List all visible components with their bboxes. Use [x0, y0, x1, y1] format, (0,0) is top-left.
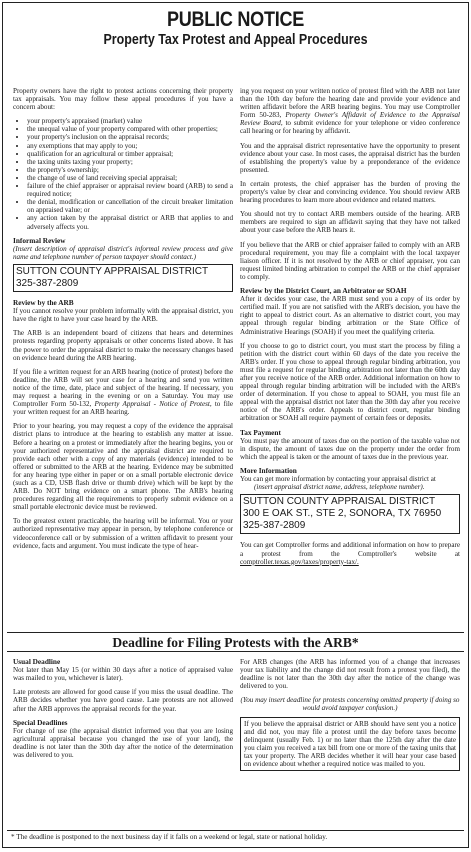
concern-list [13, 117, 233, 230]
paragraph: If you file a written request for an ARB hearing (notice of protest) before the deadline, the ARB will set your case for a hearing and send you written notice of the time, date, place and subject of the hearing. If necessary, you may request a hearing in the evening or on a Saturday. You may use Comptroller Form 50-132, Property Appraisal - Notice of Protest, to file your written request for an ARB hearing. [13, 367, 233, 417]
deadline-right-column [240, 654, 460, 826]
footnote: * The deadline is postponed to the next business day if it falls on a weekend or legal, state or national holiday. [11, 833, 328, 841]
list-item: • any exemptions that may apply to you; [27, 142, 233, 150]
right-column [240, 87, 460, 631]
district-court-heading: Review by the District Court, an Arbitrator or SOAH [240, 285, 407, 295]
informal-review-heading: Informal Review [13, 235, 66, 245]
paragraph: You can get more information by contacting your appraisal district at [240, 475, 436, 484]
list-item: • the property's ownership; [27, 166, 233, 174]
paragraph: ing you request on your written notice of protest filed with the ARB not later than the 10th day before the hearing date and provide your evidence and written affidavit before the ARB hearing begins. You may use Comptroller Form 50-283, Property Owner's Affidavit of Evidence to the Appraisal Review Board, to submit evidence for your telephone or video conference call hearing or for hearing by affidavit. [240, 87, 460, 136]
district-address-box [240, 494, 460, 534]
list-item: • qualification for an agricultural or timber appraisal; [27, 150, 233, 158]
deadline-section [13, 654, 460, 826]
paragraph: If you believe that the ARB or chief appraiser failed to comply with an ARB procedural requirement, you may file a complaint with the local taxpayer liaison officer. If it is not resolved by the ARB or chief appraiser, you can request limited binding arbitration to compel the ARB or the chief appraiser to comply. [240, 240, 460, 281]
paragraph: You must pay the amount of taxes due on the portion of the taxable value not in dispute, the amount of taxes due on the property under the order from which the appeal is taken or the amount of taxes due in the previous year. [240, 436, 460, 461]
intro-paragraph: Property owners have the right to protest actions concerning their property tax appraisals. You may follow these appeal procedures if you have a concern about: [13, 87, 233, 112]
arb-review-heading: Review by the ARB [13, 297, 74, 307]
paragraph: Late protests are allowed for good cause if you miss the usual deadline. The ARB decides whether you have good cause. Late protests are not allowed after the ARB approves the appraisal records for the year. [13, 688, 233, 713]
list-item: • your property's inclusion on the appraisal records; [27, 133, 233, 141]
list-item: • your property's appraised (market) value [27, 117, 233, 125]
paragraph: The ARB is an independent board of citizens that hears and determines protests regarding property appraisals or other concerns listed above. It has the power to order the appraisal district to make the necessary changes based on evidence heard during the ARB hearing. [13, 329, 233, 362]
paragraph: You should not try to contact ARB members outside of the hearing. ARB members are required to sign an affidavit saying that they have not talked about your case before the ARB hears it. [240, 210, 460, 235]
tax-payment-heading: Tax Payment [240, 427, 281, 437]
paragraph: After it decides your case, the ARB must send you a copy of its order by certified mail. If you are not satisfied with the ARB's decision, you have the right to appeal to district court. As an alternative to district court, you may appeal through regular binding arbitration or the State Office of Administrative Hearings (SOAH) if you meet the qualifying criteria. [240, 295, 460, 336]
paragraph: For change of use (the appraisal district informed you that you are losing agricultural appraisal because you changed the use of your land), the deadline is not later than the 30th day after the notice of the determination was delivered to you. [13, 726, 233, 760]
district-name: SUTTON COUNTY APPRAISAL DISTRICT [243, 496, 436, 508]
list-item: • the unequal value of your property compared with other properties; [27, 125, 233, 133]
paragraph: To the greatest extent practicable, the hearing will be informal. You or your authorized representative may appear in person, by telephone conference or videoconference call or by submission of a written affidavit to present your evidence, facts and argument. You must indicate the type of hear- [13, 517, 233, 550]
comptroller-link[interactable]: comptroller.texas.gov/taxes/property-tax/. [240, 557, 359, 566]
paragraph: You and the appraisal district representative have the opportunity to present evidence about your case. In most cases, the appraisal district has the burden of establishing the property's value by a preponderance of the evidence presented. [240, 141, 460, 174]
informal-review-note: (Insert description of appraisal district's informal review process and give name and telephone number of person taxpayer should contact.) [13, 244, 233, 261]
paragraph: For ARB changes (the ARB has informed you of a change that increases your tax liability and the change did not result from a protest you filed), the deadline is not later than the 30th day after the notice of the change was delivered to you. [240, 658, 460, 691]
notice-box: If you believe the appraisal district or ARB should have sent you a notice and did not, you may file a protest until the day before taxes become delinquent (usually Feb. 1) or no later than the 125th day after the date you claim you received a tax bill from one or more of the taxing units that tax your property. The ARB decides whether it will hear your case based on evidence about whether a required notice was mailed to you. [240, 717, 460, 772]
district-address: 300 E OAK ST., STE 2, SONORA, TX 76950 [243, 508, 442, 520]
paragraph: Prior to your hearing, you may request a copy of the evidence the appraisal district plans to introduce at the hearing to establish any matter at issue. Before a hearing on a protest or immediately after the hearing begins, you or your authorized representative and the appraisal district are required to provide each other with a copy of any materials (evidence) intended to be offered or submitted to the ARB at the hearing. Evidence may be submitted for any hearing type either in paper or on a small portable electronic device (such as a CD, USB flash drive or thumb drive) which will be kept by the ARB. Do NOT bring evidence on a smart phone. The ARB's hearing procedures regarding all the requirements to properly submit evidence on a small portable electronic device must be reviewed. [13, 422, 233, 512]
public-notice-page [2, 2, 469, 848]
divider [7, 830, 464, 831]
page-subtitle: Property Tax Protest and Appeal Procedures [103, 32, 368, 48]
left-column [13, 87, 233, 631]
contact-box [13, 264, 233, 292]
more-info-heading: More Information [240, 466, 297, 476]
paragraph: In certain protests, the chief appraiser has the burden of proving the property's value by clear and convincing evidence. You should review ARB hearing procedures to learn more about evidence and related matters. [240, 179, 460, 205]
divider [7, 651, 464, 652]
paragraph: If you cannot resolve your problem informally with the appraisal district, you have the right to have your case heard by the ARB. [13, 307, 233, 324]
district-phone: 325-387-2809 [243, 520, 306, 532]
deadline-left-column [13, 654, 233, 826]
deadline-title: Deadline for Filing Protests with the ARB* [112, 635, 359, 650]
list-item: • the taxing units taxing your property; [27, 158, 233, 166]
paragraph: If you choose to go to district court, you must start the process by filing a petition with the district court within 60 days of the date you receive the ARB's order. If you chose to appeal through regular binding arbitration, you must file a request for regular binding arbitration not later than the 60th day after you receive notice of the ARB order. Additional information on how to appeal through regular binding arbitration will be included with the ARB's order of determination. If you chose to appeal to SOAH, you must file an appeal with the appraisal district not later than the 30th day after you receive notice of the ARB's order. Appeals to district court, regular binding arbitration or SOAH all require payment of certain fees or deposits. [240, 341, 460, 423]
form-name: Property Owner's Affidavit of Evidence to the Appraisal Review Board [240, 111, 460, 128]
usual-deadline-heading: Usual Deadline [13, 657, 61, 666]
insert-note: (insert appraisal district name, address, telephone number). [254, 483, 425, 492]
paragraph: Not later than May 15 (or within 30 days after a notice of appraised value was mailed to you, whichever is later). [13, 666, 233, 683]
page-title: PUBLIC NOTICE [166, 8, 305, 31]
list-item: • the denial, modification or cancellation of the circuit breaker limitation on appraised value; or [27, 198, 233, 214]
divider [7, 632, 464, 633]
list-item: • any action taken by the appraisal district or ARB that applies to and adversely affects you. [27, 214, 233, 230]
list-item: • the change of use of land receiving special appraisal; [27, 174, 233, 182]
insert-note: (You may insert deadline for protests concerning omitted property if doing so would avoid taxpayer confusion.) [240, 696, 460, 713]
contact-district-name: SUTTON COUNTY APPRAISAL DISTRICT [16, 265, 209, 277]
special-deadlines-heading: Special Deadlines [13, 717, 68, 727]
contact-phone: 325-387-2809 [16, 277, 79, 289]
list-item: • failure of the chief appraiser or appraisal review board (ARB) to send a required notice; [27, 182, 233, 198]
paragraph: You can get Comptroller forms and additional information on how to prepare a protest from the Comptroller's website at comptroller.texas.gov/taxes/property-tax/. [240, 541, 460, 566]
notice-body [13, 87, 460, 631]
form-name: Property Appraisal - Notice of Protest [94, 400, 210, 409]
